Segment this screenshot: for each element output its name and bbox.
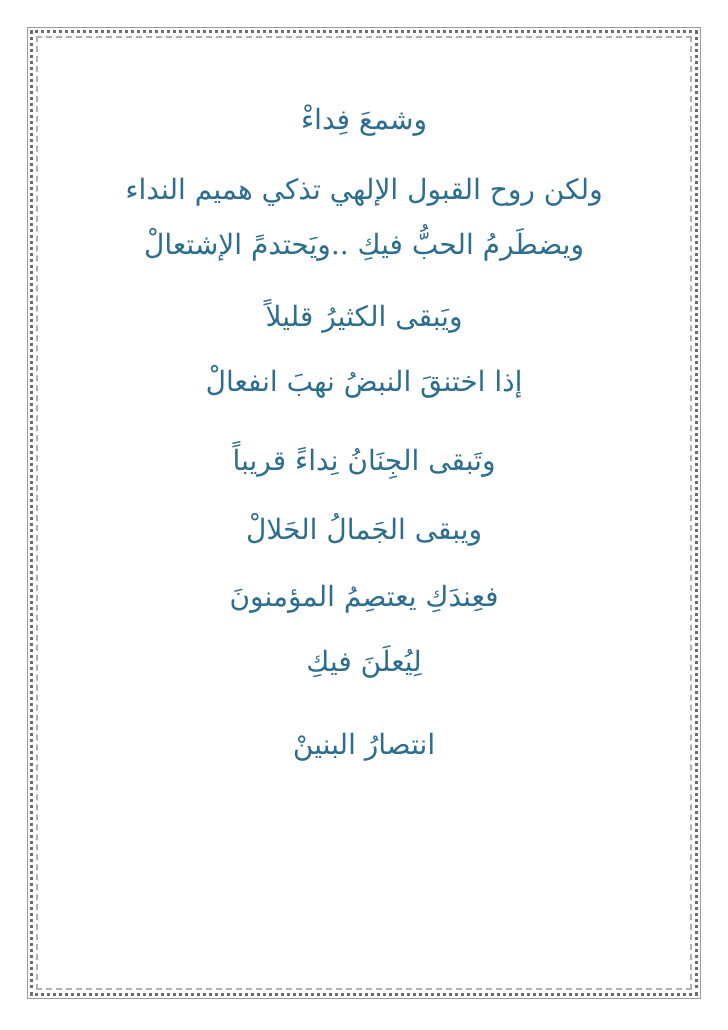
poem-line-8: لِيُعلَنَ فيكِ: [306, 645, 422, 678]
poem-title: وشمعَ فِداءْ: [301, 103, 427, 136]
poem-line-2: ويضطَرمُ الحبُّ فيكِ ..ويَحتدمً الإشتعالْ: [144, 228, 584, 261]
poem-line-4: إذا اختنقَ النبضُ نهبَ انفعالْ: [205, 365, 523, 398]
poem-line-7: فعِندَكِ يعتصِمُ المؤمنونَ: [229, 580, 499, 613]
poem-line-6: ويبقى الجَمالُ الحَلالْ: [246, 513, 482, 546]
poem-line-1: ولكن روح القبول الإلهي تذكي هميم النداء: [125, 173, 603, 206]
poem-line-9: انتصارُ البنينْ: [292, 728, 436, 761]
poem-line-5: وتَبقى الجِنَانُ نِداءً قريباً: [232, 444, 496, 477]
poem: [90, 0, 638, 1030]
poem-line-3: ويَبقى الكثيرُ قليلاً: [265, 300, 463, 333]
